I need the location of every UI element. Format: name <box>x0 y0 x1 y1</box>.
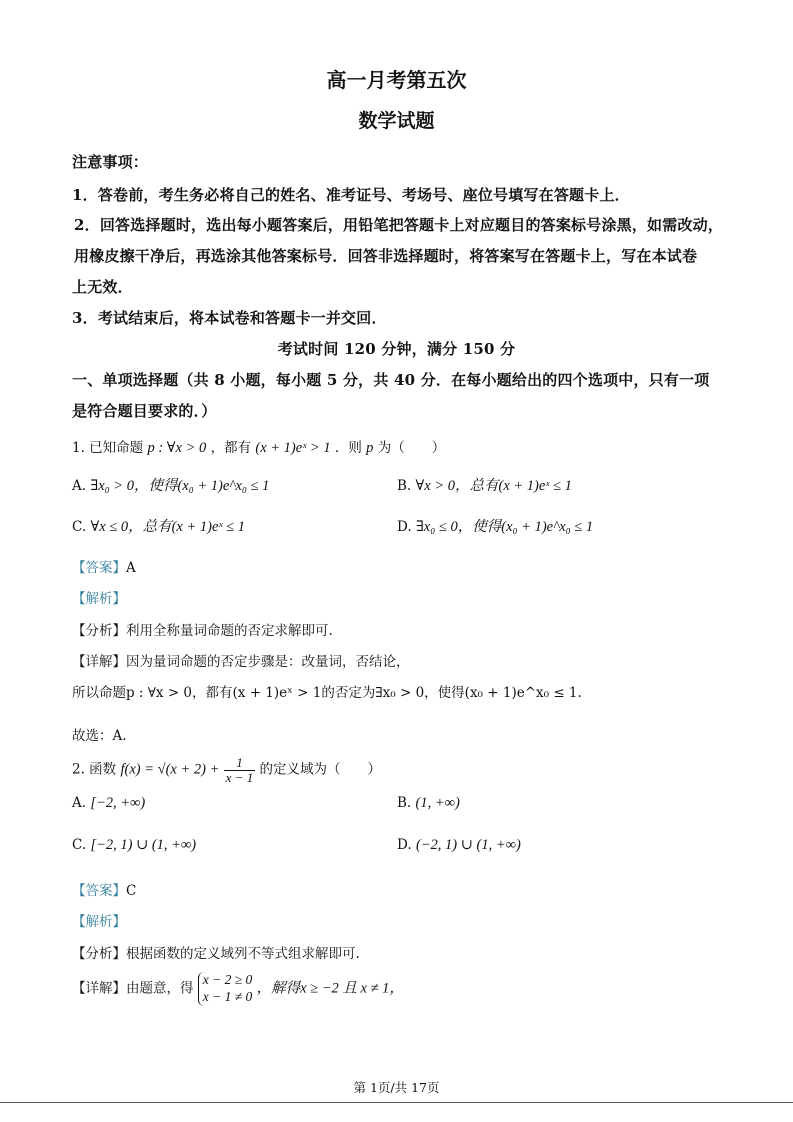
footer-divider <box>0 1102 793 1103</box>
q1-option-a-label: A. <box>72 478 91 494</box>
q2-option-b[interactable] <box>397 795 460 812</box>
q1-option-b-label: B. <box>397 478 416 494</box>
q1-stem-text: 1. 已知命题 <box>72 440 144 456</box>
notice-item-2-line-2: 用橡皮擦干净后，再选涂其他答案标号．回答非选择题时，将答案写在答题卡上，写在本试卷 <box>74 247 698 265</box>
q1-option-c-label: C. <box>72 519 91 535</box>
q2-detail-result: ，解得x ≥ −2 且 x ≠ 1， <box>256 980 404 997</box>
q2-analysis-tag: 【解析】 <box>72 914 126 930</box>
q2-stem <box>72 756 381 784</box>
q1-stem <box>72 436 445 457</box>
q1-stem-math-3: p <box>366 440 374 456</box>
q1-answer-value: A <box>126 560 136 576</box>
q2-option-c[interactable] <box>72 837 196 854</box>
notice-item-2-line-3: 上无效． <box>72 278 133 296</box>
q2-option-b-text: (1, +∞) <box>415 795 460 811</box>
q2-answer <box>72 879 136 899</box>
q2-option-c-text: [−2, 1) ∪ (1, +∞) <box>90 837 197 853</box>
detail-tag: 【详解】 <box>72 654 126 670</box>
q2-option-d[interactable] <box>397 837 521 854</box>
q1-option-a-text: ∃x₀ > 0，使得(x₀ + 1)e^x₀ ≤ 1 <box>90 478 270 494</box>
q1-choose: 故选：A. <box>72 728 127 744</box>
exam-title: 高一月考第五次 <box>326 68 467 92</box>
page-number: 第 1页/共 17页 <box>353 1080 440 1095</box>
q2-inequality-1: x − 2 ≥ 0 <box>202 972 253 987</box>
exam-time: 考试时间 120 分钟，满分 150 分 <box>277 340 516 358</box>
answer-tag: 【答案】 <box>72 560 126 576</box>
q2-inequality-system <box>198 972 253 1006</box>
q1-detail-line-2: 所以命题p : ∀x > 0，都有(x + 1)eˣ > 1的否定为∃x₀ > 0，使得(x₀ + 1)e^x₀ ≤ 1. <box>72 685 582 701</box>
section-heading-line-1: 一、单项选择题（共 8 小题，每小题 5 分，共 40 分．在每小题给出的四个选项中，只有一项 <box>72 371 710 389</box>
detail-tag: 【详解】 <box>72 980 126 997</box>
q1-detail-text: 因为量词命题的否定步骤是：改量词，否结论， <box>126 654 410 670</box>
q2-fraction-numerator: 1 <box>224 756 256 771</box>
q1-option-b[interactable] <box>397 474 572 495</box>
q1-option-d[interactable] <box>397 515 593 536</box>
q1-answer <box>72 556 136 576</box>
q2-fraction <box>224 756 256 784</box>
q1-option-a[interactable] <box>72 474 269 495</box>
q1-fenxi-text: 利用全称量词命题的否定求解即可. <box>126 623 333 639</box>
q2-fenxi-text: 根据函数的定义域列不等式组求解即可. <box>126 946 360 962</box>
q1-stem-text-2: ，都有 <box>210 440 252 456</box>
q1-stem-text-3: ．则 <box>334 440 362 456</box>
q2-detail-text: 由题意，得 <box>126 980 194 997</box>
fenxi-tag: 【分析】 <box>72 623 126 639</box>
answer-tag: 【答案】 <box>72 883 126 899</box>
q1-option-d-text: ∃x₀ ≤ 0，使得(x₀ + 1)e^x₀ ≤ 1 <box>415 519 594 535</box>
q2-option-a-text: [−2, +∞) <box>90 795 146 811</box>
q2-option-a-label: A. <box>72 795 91 811</box>
q2-option-c-label: C. <box>72 837 91 853</box>
exam-subtitle: 数学试题 <box>358 110 435 132</box>
q2-fenxi <box>72 942 360 962</box>
q1-fenxi <box>72 619 333 639</box>
q1-option-b-text: ∀x > 0，总有(x + 1)eˣ ≤ 1 <box>415 478 572 494</box>
section-heading-line-2: 是符合题目要求的．） <box>72 402 217 420</box>
q2-fraction-denominator: x − 1 <box>225 769 254 785</box>
q2-option-d-text: (−2, 1) ∪ (1, +∞) <box>415 837 521 853</box>
notice-item-1: 1．答卷前，考生务必将自己的姓名、准考证号、考场号、座位号填写在答题卡上． <box>72 186 630 204</box>
q1-stem-text-4: 为（ ） <box>377 440 446 456</box>
q2-answer-value: C <box>126 883 137 899</box>
q2-inequality-2: x − 1 ≠ 0 <box>202 988 253 1004</box>
q2-option-a[interactable] <box>72 795 145 812</box>
q2-option-d-label: D. <box>397 837 416 853</box>
q1-option-c-text: ∀x ≤ 0，总有(x + 1)eˣ ≤ 1 <box>90 519 245 535</box>
q2-stem-math: f(x) = √(x + 2) + <box>120 761 220 778</box>
q2-detail <box>72 972 404 1006</box>
notice-item-2-line-1: 2．回答选择题时，选出每小题答案后，用铅笔把答题卡上对应题目的答案标号涂黑，如需改动， <box>74 216 724 234</box>
q1-option-d-label: D. <box>397 519 416 535</box>
notice-item-3: 3．考试结束后，将本试卷和答题卡一并交回． <box>72 309 387 327</box>
notice-heading: 注意事项： <box>72 153 149 171</box>
q2-stem-text: 2. 函数 <box>72 761 117 778</box>
q1-option-c[interactable] <box>72 515 245 536</box>
q2-option-b-label: B. <box>397 795 416 811</box>
q1-analysis-tag: 【解析】 <box>72 591 126 607</box>
q1-stem-math-1: p : ∀x > 0 <box>147 440 207 456</box>
q1-stem-math-2: (x + 1)eˣ > 1 <box>255 440 331 456</box>
q1-detail <box>72 650 410 670</box>
fenxi-tag: 【分析】 <box>72 946 126 962</box>
q2-stem-text-2: 的定义域为（ ） <box>259 761 382 778</box>
